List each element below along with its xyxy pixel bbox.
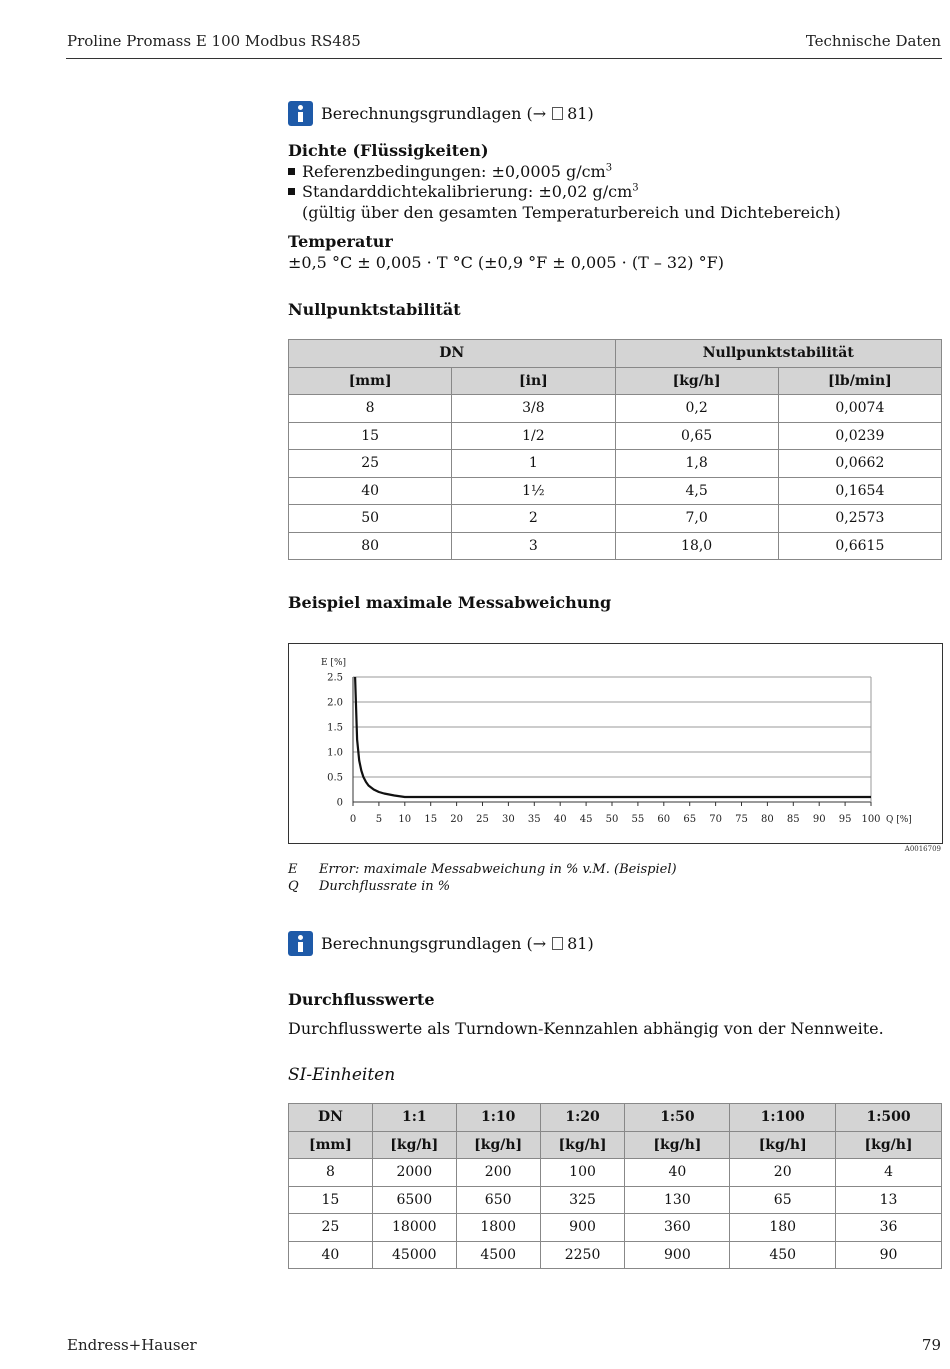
table-cell: 80: [289, 532, 452, 560]
x-tick-label: 15: [424, 814, 438, 825]
table-unit-header: [in]: [452, 367, 615, 395]
table-row: [289, 1241, 942, 1269]
table-cell: 2: [452, 505, 615, 533]
info-page-ref[interactable]: 81): [567, 934, 594, 953]
y-tick-label: 0: [336, 797, 343, 809]
error-chart: [289, 644, 942, 843]
table-header-dn: DN: [289, 340, 616, 368]
x-tick-label: 85: [786, 814, 800, 825]
table-cell: 1800: [456, 1214, 540, 1242]
x-tick-label: 100: [861, 814, 881, 825]
temperature-text: ±0,5 °C ± 0,005 · T °C (±0,9 °F ± 0,005 · (T – 32) °F): [288, 253, 724, 272]
info-icon: [288, 931, 313, 956]
table-cell: 1½: [452, 477, 615, 505]
table-cell: 8: [289, 395, 452, 423]
header-title: Proline Promass E 100 Modbus RS485: [67, 32, 361, 50]
page-icon: [552, 107, 563, 120]
zero-point-table: [288, 339, 942, 560]
zero-point-title: Nullpunktstabilität: [288, 300, 461, 319]
table-unit-header: [mm]: [289, 367, 452, 395]
table-unit-header: [mm]: [289, 1131, 373, 1159]
table-cell: 18000: [372, 1214, 456, 1242]
table-unit-header: [kg/h]: [836, 1131, 942, 1159]
bullet-icon: [288, 168, 295, 175]
table-header: 1:20: [540, 1104, 625, 1132]
y-tick-label: 0.5: [327, 772, 343, 784]
table-cell: 3: [452, 532, 615, 560]
info-page-ref[interactable]: 81): [567, 104, 594, 123]
info-reference: [288, 101, 594, 126]
table-header: 1:100: [730, 1104, 836, 1132]
table-cell: 36: [836, 1214, 942, 1242]
header-section: Technische Daten: [805, 32, 941, 50]
table-cell: 1: [452, 450, 615, 478]
x-tick-label: 55: [631, 814, 645, 825]
table-row: [289, 1214, 942, 1242]
flow-title: Durchflusswerte: [288, 990, 435, 1009]
x-tick-label: 75: [735, 814, 748, 825]
table-header: 1:500: [836, 1104, 942, 1132]
table-cell: 13: [836, 1186, 942, 1214]
table-cell: 0,0074: [778, 395, 941, 423]
table-unit-header: [kg/h]: [372, 1131, 456, 1159]
arrow-icon: →: [532, 104, 547, 123]
table-cell: 1/2: [452, 422, 615, 450]
table-cell: 900: [540, 1214, 625, 1242]
table-cell: 40: [289, 1241, 373, 1269]
table-row: [289, 1159, 942, 1187]
table-cell: 8: [289, 1159, 373, 1187]
table-cell: 0,0239: [778, 422, 941, 450]
table-unit-header: [kg/h]: [625, 1131, 730, 1159]
table-cell: 20: [730, 1159, 836, 1187]
x-axis-label: Q [%]: [886, 815, 912, 825]
table-cell: 450: [730, 1241, 836, 1269]
y-axis-label: E [%]: [321, 658, 347, 668]
x-tick-label: 0: [349, 814, 357, 825]
footer-brand: Endress+Hauser: [67, 1336, 197, 1354]
table-cell: 325: [540, 1186, 625, 1214]
table-unit-header: [kg/h]: [615, 367, 778, 395]
x-tick-label: 95: [838, 814, 852, 825]
si-title: SI-Einheiten: [288, 1065, 396, 1085]
table-cell: 1,8: [615, 450, 778, 478]
bullet-icon: [288, 188, 295, 195]
table-cell: 90: [836, 1241, 942, 1269]
table-cell: 4500: [456, 1241, 540, 1269]
x-tick-label: 5: [375, 814, 383, 825]
table-cell: 0,65: [615, 422, 778, 450]
y-tick-label: 2.5: [327, 672, 343, 684]
table-unit-header: [lb/min]: [778, 367, 941, 395]
table-cell: 900: [625, 1241, 730, 1269]
y-tick-label: 1.0: [327, 747, 343, 759]
table-row: [289, 395, 942, 423]
table-cell: 25: [289, 1214, 373, 1242]
series-line: [355, 677, 871, 797]
x-tick-label: 40: [553, 814, 567, 825]
table-cell: 180: [730, 1214, 836, 1242]
table-cell: 3/8: [452, 395, 615, 423]
table-cell: 65: [730, 1186, 836, 1214]
info-text: Berechnungsgrundlagen (: [321, 934, 533, 953]
table-unit-header: [kg/h]: [730, 1131, 836, 1159]
table-cell: 650: [456, 1186, 540, 1214]
table-cell: 2250: [540, 1241, 625, 1269]
table-row: [289, 422, 942, 450]
table-row: [289, 1186, 942, 1214]
table-cell: 100: [540, 1159, 625, 1187]
table-cell: 15: [289, 1186, 373, 1214]
table-unit-header: [kg/h]: [540, 1131, 625, 1159]
x-tick-label: 50: [605, 814, 619, 825]
table-row: [289, 532, 942, 560]
table-cell: 0,1654: [778, 477, 941, 505]
table-header: DN: [289, 1104, 373, 1132]
table-header-stability: Nullpunktstabilität: [615, 340, 942, 368]
table-cell: 40: [625, 1159, 730, 1187]
page-icon: [552, 937, 563, 950]
chart-frame: [288, 643, 943, 844]
x-tick-label: 60: [657, 814, 671, 825]
density-note: (gültig über den gesamten Temperaturbereich und Dichtebereich): [302, 203, 841, 222]
temperature-title: Temperatur: [288, 232, 393, 251]
info-text: Berechnungsgrundlagen (: [321, 104, 533, 123]
table-cell: 0,6615: [778, 532, 941, 560]
table-header: 1:50: [625, 1104, 730, 1132]
table-cell: 50: [289, 505, 452, 533]
table-unit-header: [kg/h]: [456, 1131, 540, 1159]
table-cell: 200: [456, 1159, 540, 1187]
table-cell: 45000: [372, 1241, 456, 1269]
table-cell: 25: [289, 450, 452, 478]
table-cell: 2000: [372, 1159, 456, 1187]
x-tick-label: 70: [709, 814, 722, 825]
table-header: 1:10: [456, 1104, 540, 1132]
x-tick-label: 80: [761, 814, 774, 825]
x-tick-label: 65: [683, 814, 697, 825]
x-tick-label: 25: [476, 814, 489, 825]
table-cell: 6500: [372, 1186, 456, 1214]
table-row: [289, 450, 942, 478]
flow-table: [288, 1103, 942, 1269]
example-title: Beispiel maximale Messabweichung: [288, 593, 612, 612]
density-item-1: Referenzbedingungen: ±0,0005 $g/cm^3$: [288, 162, 612, 181]
density-item-2: Standarddichtekalibrierung: ±0,02 $g/cm^3$: [288, 182, 639, 201]
info-reference: [288, 931, 594, 956]
table-cell: 130: [625, 1186, 730, 1214]
table-cell: 15: [289, 422, 452, 450]
legend-item: E Error: maximale Messabweichung in % v.M. (Beispiel): [288, 862, 677, 877]
x-tick-label: 35: [527, 814, 541, 825]
density-title: Dichte (Flüssigkeiten): [288, 141, 489, 160]
table-cell: 7,0: [615, 505, 778, 533]
y-tick-label: 2.0: [327, 697, 343, 709]
table-cell: 4,5: [615, 477, 778, 505]
table-cell: 18,0: [615, 532, 778, 560]
flow-text: Durchflusswerte als Turndown-Kennzahlen abhängig von der Nennweite.: [288, 1019, 884, 1038]
x-tick-label: 20: [450, 814, 463, 825]
table-cell: 0,2: [615, 395, 778, 423]
legend-item: Q Durchflussrate in %: [288, 879, 451, 894]
info-icon: [288, 101, 313, 126]
table-cell: 4: [836, 1159, 942, 1187]
table-header: 1:1: [372, 1104, 456, 1132]
table-cell: 40: [289, 477, 452, 505]
y-tick-label: 1.5: [327, 722, 343, 734]
x-tick-label: 90: [812, 814, 826, 825]
table-cell: 0,0662: [778, 450, 941, 478]
x-tick-label: 30: [502, 814, 515, 825]
table-cell: 360: [625, 1214, 730, 1242]
figure-code: A0016709: [904, 845, 941, 853]
x-tick-label: 45: [579, 814, 593, 825]
table-cell: 0,2573: [778, 505, 941, 533]
header-rule: [66, 58, 942, 59]
table-row: [289, 477, 942, 505]
x-tick-label: 10: [398, 814, 412, 825]
page-number: 79: [921, 1336, 941, 1354]
table-row: [289, 505, 942, 533]
arrow-icon: →: [532, 934, 547, 953]
